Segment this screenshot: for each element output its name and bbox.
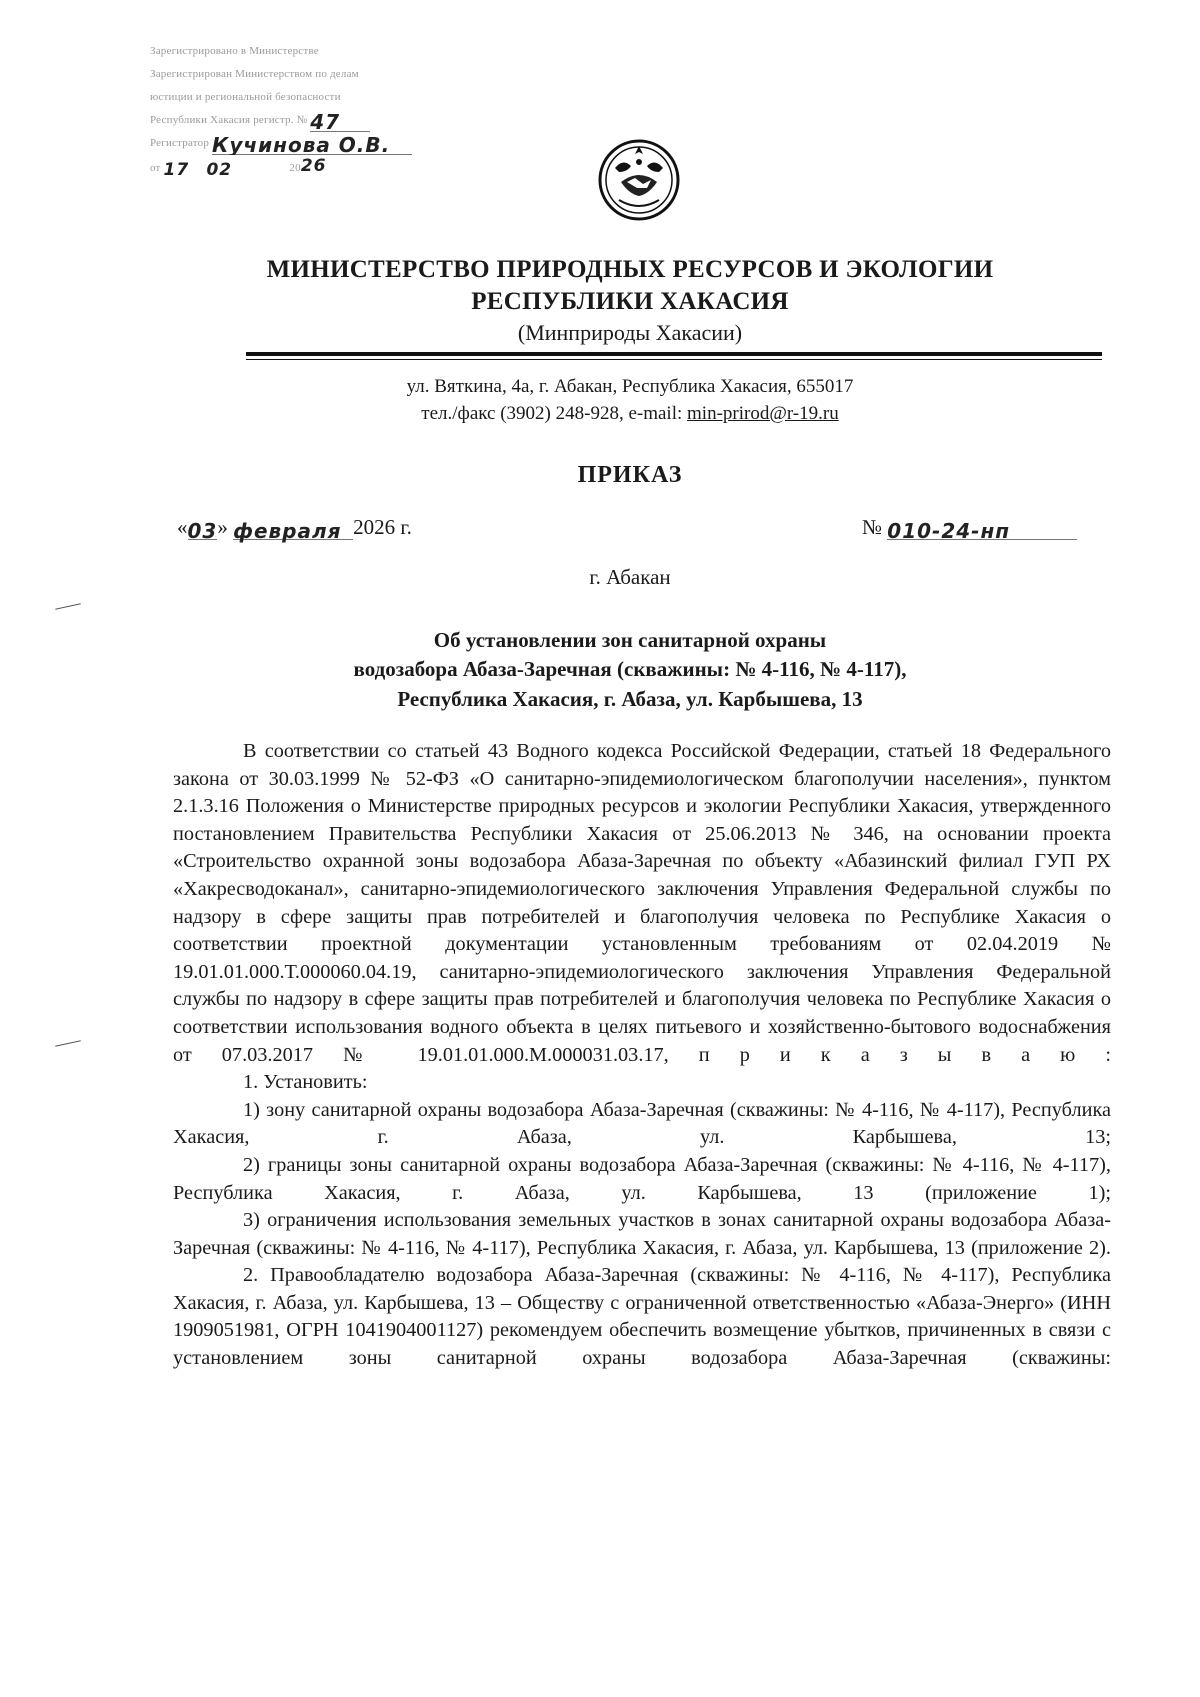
stamp-month: 02 [206, 160, 233, 178]
date-year: 2026 г. [353, 515, 412, 539]
stamp-line-1: Зарегистрировано в Министерстве [150, 45, 319, 57]
header-rule-thick [246, 352, 1102, 356]
date-day: 03 [187, 519, 218, 543]
stamp-line-4: Республики Хакасия регистр. № 47 [150, 109, 480, 132]
item-2: 2. Правообладателю водозабора Абаза-Заречная (скважины: № 4-116, № 4-117), Республика Хакасия, г. Абаза, ул. Карбышева, 13 – Обществу с ограниченной ответственностью «Абаза-Энерго» (ИНН 1909051981, ОГРН 1041904001127) рекомендуем обеспечить возмещение убытков, причиненных в связи с установлением зоны санитарной охраны водозабора Абаза-Заречная (скважины: [173, 1264, 1111, 1370]
document-type: ПРИКАЗ [577, 462, 683, 488]
title-line-2: водозабора Абаза-Заречная (скважины: № 4-116, № 4-117), [353, 657, 907, 681]
org-address: ул. Вяткина, 4а, г. Абакан, Республика Хакасия, 655017 [406, 376, 854, 397]
document-number: № 010-24-нп [862, 515, 1077, 540]
item-1: 1. Установить: [243, 1071, 368, 1094]
date-month: февраля [233, 519, 342, 543]
title-line-1: Об установлении зон санитарной охраны [433, 628, 827, 652]
number-value: 010-24-нп [887, 519, 1011, 543]
margin-mark [55, 603, 81, 609]
stamp-day: 17 [163, 160, 190, 178]
header-rule-thin [246, 359, 1102, 360]
document-date: «03» февраля 2026 г. [177, 515, 412, 543]
org-contacts: тел./факс (3902) 248-928, e-mail: min-prirod@r-19.ru [421, 403, 839, 424]
preamble-paragraph: В соответствии со статьей 43 Водного кодекса Российской Федерации, статьей 18 Федерального закона от 30.03.1999 № 52-ФЗ «О санитарно-эпидемиологическом благополучии населения», пунктом 2.1.3.16 Положения о Министерстве природных ресурсов и экологии Республики Хакасия, утвержденного постановлением Правительства Республики Хакасия от 25.06.2013 № 346, на основании проекта «Строительство охранной зоны водозабора Абаза-Заречная по объекту «Абазинский филиал ГУП РХ «Хакресводоканал», санитарно-эпидемиологического заключения Управления Федеральной службы по надзору в сфере защиты прав потребителей и благополучия человека по Республике Хакасия о соответствии проектной документации установленным требованиям от 02.04.2019 № 19.01.01.000.Т.000060.04.19, санитарно-эпидемиологического заключения Управления Федеральной службы по надзору в сфере защиты прав потребителей и благополучия человека по Республике Хакасия о соответствии использования водного объекта в целях питьевого и хозяйственно-бытового водоснабжения от 07.03.2017 № 19.01.01.000.М.000031.03.17, п р и к а з ы в а ю : [173, 740, 1111, 1066]
margin-mark [55, 1040, 81, 1046]
item-1-1: 1) зону санитарной охраны водозабора Абаза-Заречная (скважины: № 4-116, № 4-117), Республика Хакасия, г. Абаза, ул. Карбышева, 13; [173, 1098, 1111, 1149]
item-1-3: 3) ограничения использования земельных участков в зонах санитарной охраны водозабора Абаза-Заречная (скважины: № 4-116, № 4-117), Республика Хакасия, г. Абаза, ул. Карбышева, 13 (приложение 2). [173, 1209, 1111, 1259]
org-email-link[interactable]: min-prirod@r-19.ru [687, 403, 839, 424]
org-short-name: (Минприроды Хакасии) [517, 320, 743, 345]
org-name-line-1: МИНИСТЕРСТВО ПРИРОДНЫХ РЕСУРСОВ И ЭКОЛОГИИ [266, 256, 994, 283]
stamp-registrar: Кучинова О.В. [212, 133, 391, 155]
stamp-line-5: Регистратор Кучинова О.В. [150, 132, 480, 155]
stamp-date: от 17 02 2026 [150, 156, 327, 178]
stamp-year: 26 [300, 156, 327, 176]
title-line-3: Республика Хакасия, г. Абаза, ул. Карбышева, 13 [397, 687, 863, 711]
document-body [173, 738, 1111, 1373]
org-name-line-2: РЕСПУБЛИКИ ХАКАСИЯ [471, 288, 789, 315]
registration-stamp [150, 40, 480, 178]
stamp-reg-number: 47 [310, 110, 341, 132]
item-1-2: 2) границы зоны санитарной охраны водозабора Абаза-Заречная (скважины: № 4-116, № 4-117), Республика Хакасия, г. Абаза, ул. Карбышева, 13 (приложение 1); [173, 1153, 1111, 1204]
stamp-line-3: юстиции и региональной безопасности [150, 91, 341, 103]
coat-of-arms-icon [597, 138, 681, 222]
stamp-line-2: Зарегистрирован Министерством по делам [150, 68, 359, 80]
document-city: г. Абакан [589, 565, 671, 589]
